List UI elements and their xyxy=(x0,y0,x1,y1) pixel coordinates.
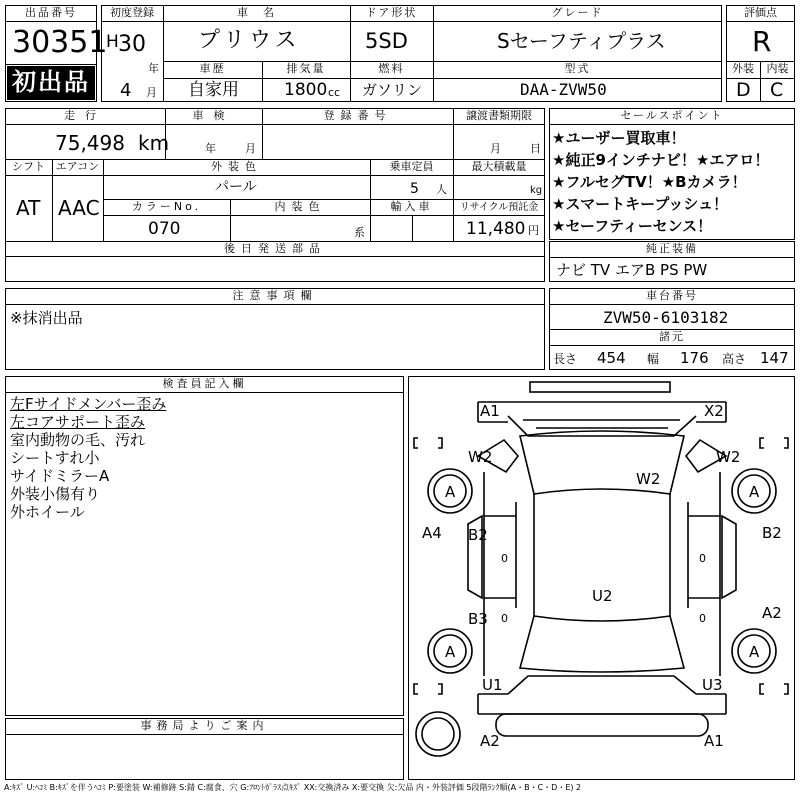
car-damage-diagram xyxy=(408,376,795,780)
mark-b3: B3 xyxy=(468,610,488,628)
first-reg-label: 初度登録 xyxy=(110,6,154,19)
mark-b2-left: B2 xyxy=(468,526,488,544)
recycle-label: リサイクル預託金 xyxy=(459,202,539,213)
mark-a2-bottom: A2 xyxy=(480,732,500,750)
ext-color-label: 外装色 xyxy=(211,160,262,173)
era: H xyxy=(106,32,119,52)
displacement: 1800 xyxy=(284,80,328,100)
zero-mark: 0 xyxy=(699,612,706,625)
sales-line: ★フルセグTV！★Bカメラ！ xyxy=(552,173,747,191)
interior-label: 内装 xyxy=(766,62,789,75)
grade-label: グレード xyxy=(551,6,604,19)
seats-unit: 人 xyxy=(436,183,447,196)
reg-label: 登録番号 xyxy=(323,109,392,122)
sales-line: ★スマートキープッシュ！ xyxy=(552,195,729,213)
displacement-label: 排気量 xyxy=(286,62,326,75)
sales-line: ★ユーザー買取車！ xyxy=(552,129,686,147)
inspector-line: 左コアサポート歪み xyxy=(10,413,146,431)
inspector-line: 外ホイール xyxy=(10,503,85,521)
aircon: AAC xyxy=(58,196,100,220)
transfer-day: 日 xyxy=(530,142,541,155)
fuel-label: 燃料 xyxy=(378,62,405,75)
seats: 5 xyxy=(410,181,419,197)
inspector-line: 左Fサイドメンバー歪み xyxy=(10,395,167,413)
dims-title: 諸元 xyxy=(659,330,685,343)
equipment-value: ナビ TV エアB PS PW xyxy=(556,261,708,279)
displacement-unit: cc xyxy=(328,86,341,99)
zero-mark: 0 xyxy=(699,552,706,565)
inspector-line: シートすれ小 xyxy=(10,449,100,467)
exterior-score: D xyxy=(736,79,751,101)
notes-value: ※抹消出品 xyxy=(10,309,83,327)
car-name: プリウス xyxy=(198,28,301,53)
mark-b2-right: B2 xyxy=(762,524,782,542)
legend: A:ｷｽﾞ U:ﾍｺﾐ B:ｷｽﾞを伴うﾍｺﾐ P:要塗装 W:補修跡 S:錆 C:腐食、穴 G:ﾌﾛﾝﾄｶﾞﾗｽ点ｷｽﾞ XX:交換済み X:要交換 欠:欠品 内・外装評価 5段階ﾗﾝｸ順(A・B・C・D・E) 2 xyxy=(4,783,582,792)
mark-w2-roof: W2 xyxy=(636,470,661,488)
height-label: 高さ xyxy=(722,352,747,366)
width: 176 xyxy=(680,349,709,367)
mark-a1-top: A1 xyxy=(480,402,500,420)
lot-label: 出品番号 xyxy=(25,6,77,19)
mark-a2-right: A2 xyxy=(762,604,782,622)
length: 454 xyxy=(597,349,626,367)
tire-rear-right: A xyxy=(749,643,760,661)
chassis-title: 車台番号 xyxy=(646,289,698,302)
insp-year-unit: 年 xyxy=(205,142,216,155)
width-label: 幅 xyxy=(647,352,660,366)
name-label: 車 名 xyxy=(237,6,276,19)
seats-label: 乗車定員 xyxy=(389,160,434,173)
office-title: 事務局よりご案内 xyxy=(140,719,269,732)
sales-line: ★純正9インチナビ！★エアロ！ xyxy=(552,151,770,169)
ext-color: パール xyxy=(215,179,257,195)
recycle: 11,480 xyxy=(466,219,526,239)
aircon-label: エアコン xyxy=(55,160,100,173)
inspector-line: 室内動物の毛、汚れ xyxy=(10,431,146,449)
later-parts-label: 後日発送部品 xyxy=(224,242,326,255)
mark-u2: U2 xyxy=(592,587,613,605)
sales-title: セールスポイント xyxy=(620,109,724,122)
mark-a1-bottom: A1 xyxy=(704,732,724,750)
length-label: 長さ xyxy=(553,352,578,366)
mark-w2-left: W2 xyxy=(468,448,493,466)
insp-month-unit: 月 xyxy=(245,142,256,155)
inspector-line: 外装小傷有り xyxy=(10,485,101,503)
inspector-line: サイドミラーA xyxy=(10,467,110,485)
color-no: 070 xyxy=(148,219,181,239)
mark-w2-right: W2 xyxy=(716,448,741,466)
chassis-value: ZVW50-6103182 xyxy=(603,308,729,327)
door-label: ドア形状 xyxy=(365,6,418,19)
equipment-title: 純正装備 xyxy=(646,242,698,255)
model: DAA-ZVW50 xyxy=(520,80,607,99)
score-label: 評価点 xyxy=(744,6,777,19)
year-unit: 年 xyxy=(148,62,159,75)
notes-title: 注意事項欄 xyxy=(232,289,318,302)
int-color-label: 内装色 xyxy=(274,200,326,213)
tire-front-left: A xyxy=(445,483,456,501)
history: 自家用 xyxy=(188,80,239,100)
grade: Sセーフティプラス xyxy=(497,29,666,53)
mileage-label: 走行 xyxy=(64,109,106,122)
interior-score: C xyxy=(770,79,784,101)
shift: AT xyxy=(16,196,41,220)
transfer-label: 譲渡書類期限 xyxy=(466,109,532,122)
inspector-title: 検査員記入欄 xyxy=(162,377,247,390)
reg-year: 30 xyxy=(118,32,146,57)
height: 147 xyxy=(760,349,789,367)
load-label: 最大積載量 xyxy=(471,160,527,173)
door: 5SD xyxy=(365,29,408,53)
inspection-label: 車検 xyxy=(192,109,235,122)
zero-mark: 0 xyxy=(501,612,508,625)
import-label: 輸入車 xyxy=(390,200,433,213)
color-no-label: カラーNo. xyxy=(131,200,202,213)
reg-month: 4 xyxy=(120,80,132,101)
shift-label: シフト xyxy=(12,160,45,173)
first-listing-text: 初出品 xyxy=(12,68,90,96)
mark-u1: U1 xyxy=(482,676,503,694)
mark-x2-top: X2 xyxy=(704,402,724,420)
recycle-unit: 円 xyxy=(528,224,539,237)
mark-a4: A4 xyxy=(422,524,442,542)
tire-front-right: A xyxy=(749,483,760,501)
history-label: 車歴 xyxy=(199,62,226,75)
load-unit: kg xyxy=(530,185,543,196)
exterior-label: 外装 xyxy=(732,62,754,75)
lot-number: 30351 xyxy=(12,25,108,60)
transfer-month: 月 xyxy=(490,142,501,155)
zero-mark: 0 xyxy=(501,552,508,565)
model-label: 型式 xyxy=(564,62,591,75)
fuel: ガソリン xyxy=(362,81,423,99)
month-unit: 月 xyxy=(146,86,157,99)
score: R xyxy=(752,25,772,58)
int-color-unit: 系 xyxy=(354,226,365,239)
sales-line: ★セーフティーセンス！ xyxy=(552,217,713,235)
tire-rear-left: A xyxy=(445,643,456,661)
mileage-unit: km xyxy=(138,131,170,155)
mark-u3: U3 xyxy=(702,676,723,694)
mileage: 75,498 xyxy=(55,131,125,155)
